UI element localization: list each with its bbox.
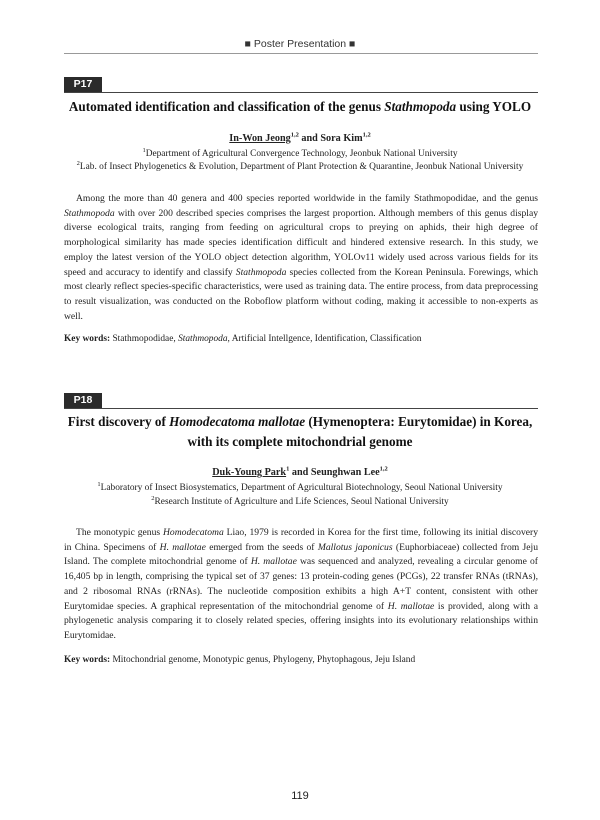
affiliation-1-p17: $^1$Department of Agricultural Convergence Technology, Jeonbuk National University xyxy=(142,146,458,159)
affiliation-1-p18: $^1$Laboratory of Insect Biosystematics, Department of Agricultural Biotechnology, Seoul National University xyxy=(97,480,503,493)
co-author: Seunghwan Lee xyxy=(310,467,380,478)
authors-p17: In-Won Jeong$^{1,2}$ and Sora Kim$^{1,2}$ xyxy=(229,131,371,144)
presenting-author: In-Won Jeong xyxy=(229,133,291,144)
affiliation-2-p17: $^2$Lab. of Insect Phylogenetics & Evolution, Department of Plant Protection & Quarantine, Jeonbuk National University xyxy=(76,159,524,172)
poster-id-badge-p17: P17 xyxy=(64,77,102,92)
affiliation-2-p18: $^2$Research Institute of Agriculture and Life Sciences, Seoul National University xyxy=(151,494,449,507)
keywords-p17: Key words: Stathmopodidae, Stathmopoda, Artificial Intellgence, Identification, Classification xyxy=(64,334,422,344)
header-divider xyxy=(64,53,538,54)
poster-title-p18: First discovery of Homodecatoma mallotae (Hymenoptera: Eurytomidae) in Korea, with its complete mitochondrial genome xyxy=(67,414,533,449)
authors-p18: Duk-Young Park$^1$ and Seunghwan Lee$^{1,2}$ xyxy=(212,465,388,478)
section-divider xyxy=(64,408,538,409)
poster-title-p17: Automated identification and classification of the genus Stathmopoda using YOLO xyxy=(68,99,532,114)
running-header: ■ Poster Presentation ■ xyxy=(244,38,356,50)
section-divider xyxy=(64,92,538,93)
abstract-p18: The monotypic genus Homodecatoma Liao, 1979 is recorded in Korea for the first time, following its initial discovery in China. Specimens of H. mallotae emerged from the seeds of Mallotus japonicus (Euphorbiaceae) collected from Jeju Island. The complete mitochondrial genome of H. mallotae was sequenced and analyzed, revealing a circular genome of 16,405 bp in length, comprising the typical set of 37 genes: 13 protein-coding genes (PCGs), 22 transfer RNAs (tRNAs), and 2 ribosomal RNAs (rRNAs). The nucleotide composition exhibits a high A+T content, consistent with other Eurytomidae species. A graphical representation of the mitochondrial genome of H. mallotae is provided, along with a phylogenetic analysis comparing it to closely related species, offering insights into its evolutionary relationships within Eurytomidae. xyxy=(64,527,539,641)
abstract-p17: Among the more than 40 genera and 400 species reported worldwide in the family Stathmopodidae, and the genus Stathmopoda with over 200 described species comprises the largest proportion. Although members of this genus display diverse ecological traits, ranging from feeding on agricultural crops to preying on aphids, their high degree of morphological similarity has made species identification difficult and hindered extensive research. In this study, we employ the latest version of the YOLO object detection algorithm, YOLOv11 widely used across various fields for its speed and accuracy to identify and classify Stathmopoda species collected from the Korean Peninsula. Forewings, which most clearly reflect species-specific characteristics, were used as training data. The entire process, from data preprocessing to result visualization, was conducted on the Roboflow platform without coding, making it accessible to non-experts as well. xyxy=(64,193,538,322)
poster-id-badge-p18: P18 xyxy=(64,393,102,408)
co-author: Sora Kim xyxy=(320,133,363,144)
page-number: 119 xyxy=(291,790,309,802)
presenting-author: Duk-Young Park xyxy=(212,467,287,478)
keywords-p18: Key words: Mitochondrial genome, Monotypic genus, Phylogeny, Phytophagous, Jeju Island xyxy=(64,655,416,665)
